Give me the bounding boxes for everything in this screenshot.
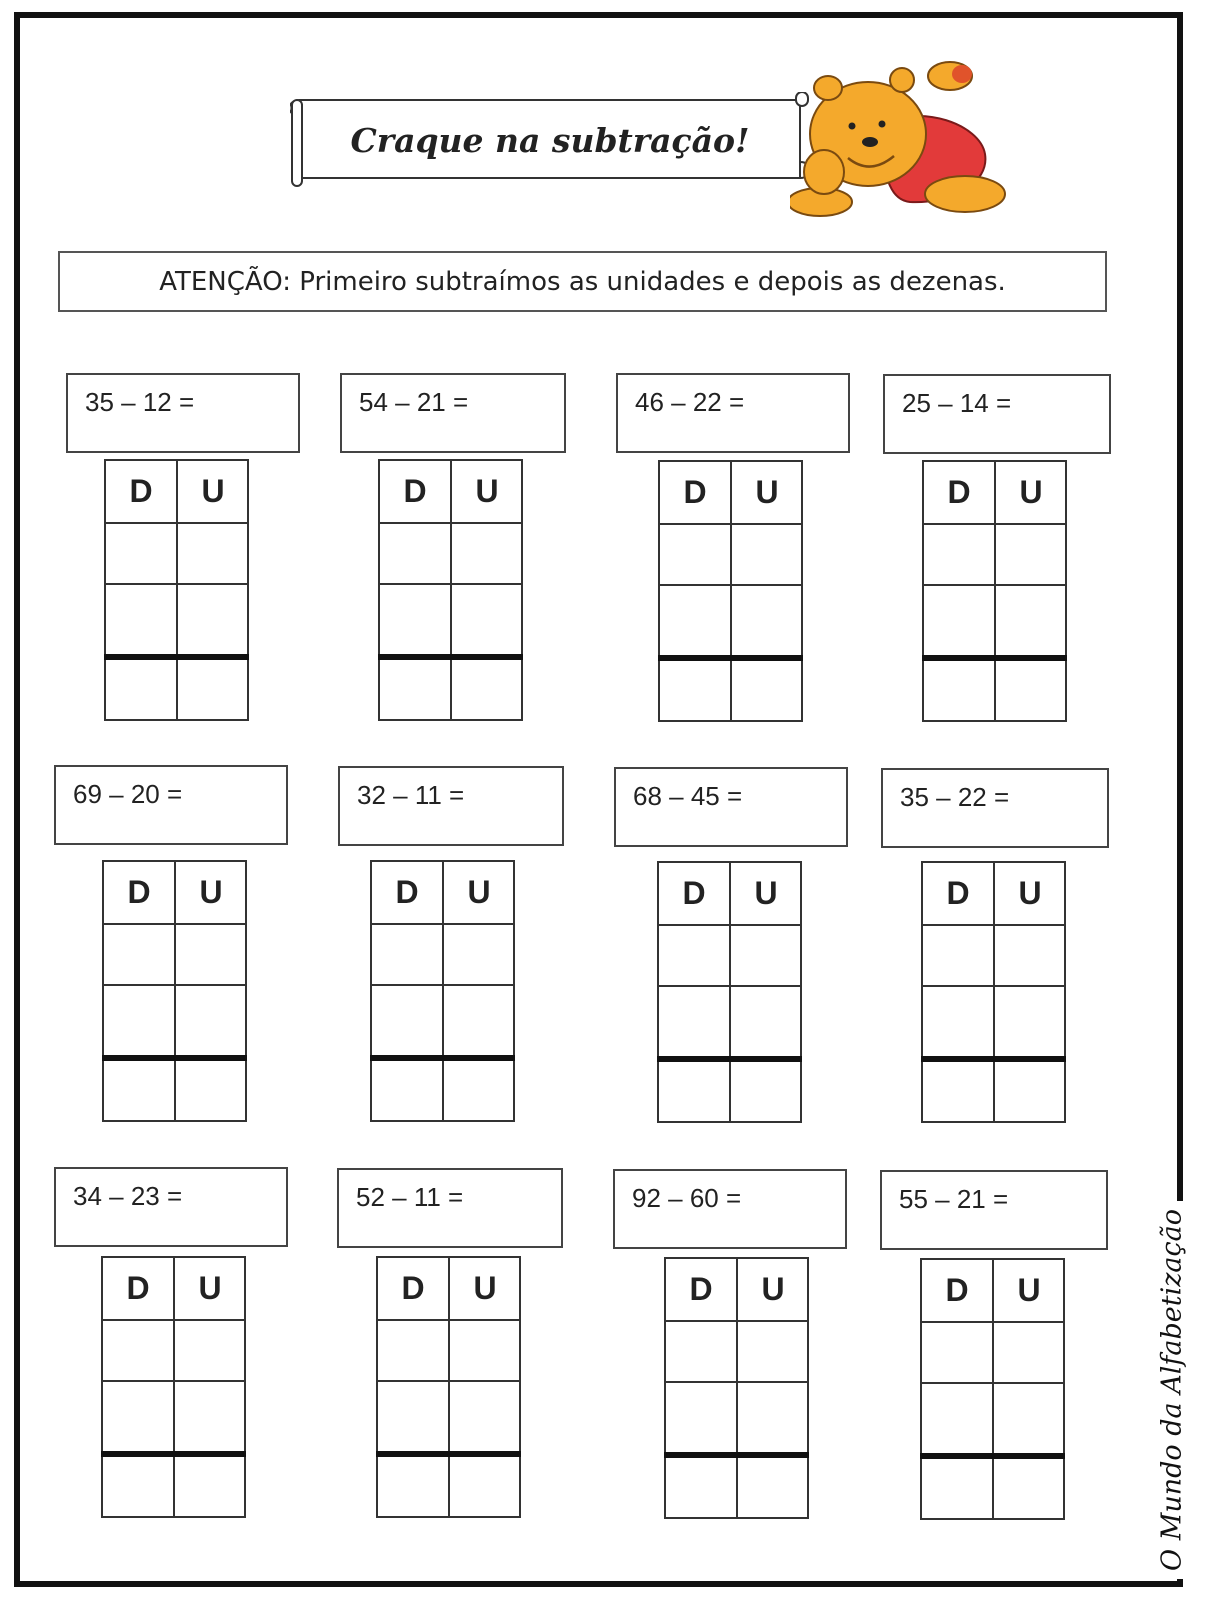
bear-icon	[790, 54, 1020, 222]
tens-header: D	[403, 473, 427, 509]
attention-note: ATENÇÃO: Primeiro subtraímos as unidades e depois as dezenas.	[58, 251, 1107, 312]
units-header: U	[199, 874, 223, 910]
tens-header: D	[947, 474, 971, 510]
tens-header: D	[129, 473, 153, 509]
exercise-text: 46 – 22 =	[635, 387, 745, 417]
exercise-box	[883, 374, 1111, 454]
bear-illustration	[790, 54, 1020, 222]
tens-header: D	[127, 874, 151, 910]
exercise-box	[613, 1169, 847, 1249]
tens-header: D	[401, 1270, 425, 1306]
place-value-grid	[920, 1258, 1065, 1520]
place-value-grid	[922, 460, 1067, 722]
place-value-grid	[370, 860, 515, 1122]
exercise-text: 34 – 23 =	[73, 1181, 183, 1211]
exercise-text: 92 – 60 =	[632, 1183, 742, 1213]
tens-header: D	[683, 474, 707, 510]
tens-header: D	[126, 1270, 150, 1306]
page-title: Craque na subtração!	[350, 120, 750, 160]
title-banner	[290, 92, 830, 188]
exercise-box	[54, 1167, 288, 1247]
exercise-box	[338, 766, 564, 846]
place-value-grid	[376, 1256, 521, 1518]
place-value-grid	[658, 460, 803, 722]
units-header: U	[473, 1270, 497, 1306]
units-header: U	[1019, 474, 1043, 510]
exercise-text: 69 – 20 =	[73, 779, 183, 809]
units-header: U	[1018, 875, 1042, 911]
exercise-text: 68 – 45 =	[633, 781, 743, 811]
units-header: U	[755, 474, 779, 510]
units-header: U	[754, 875, 778, 911]
units-header: U	[761, 1271, 785, 1307]
exercise-box	[881, 768, 1109, 848]
tens-header: D	[945, 1272, 969, 1308]
tens-header: D	[946, 875, 970, 911]
units-header: U	[198, 1270, 222, 1306]
exercise-box	[614, 767, 848, 847]
place-value-grid	[102, 860, 247, 1122]
place-value-grid	[657, 861, 802, 1123]
exercise-text: 35 – 12 =	[85, 387, 195, 417]
exercise-box	[616, 373, 850, 453]
place-value-grid	[104, 459, 249, 721]
units-header: U	[1017, 1272, 1041, 1308]
units-header: U	[201, 473, 225, 509]
exercise-text: 25 – 14 =	[902, 388, 1012, 418]
tens-header: D	[682, 875, 706, 911]
exercise-text: 32 – 11 =	[357, 780, 465, 810]
place-value-grid	[378, 459, 523, 721]
exercise-text: 35 – 22 =	[900, 782, 1010, 812]
exercise-box	[54, 765, 288, 845]
exercise-box	[66, 373, 300, 453]
tens-header: D	[689, 1271, 713, 1307]
site-credit: O Mundo da Alfabetização	[1157, 1201, 1188, 1579]
place-value-grid	[921, 861, 1066, 1123]
exercise-text: 54 – 21 =	[359, 387, 469, 417]
exercise-box	[340, 373, 566, 453]
units-header: U	[475, 473, 499, 509]
place-value-grid	[101, 1256, 246, 1518]
units-header: U	[467, 874, 491, 910]
exercise-text: 55 – 21 =	[899, 1184, 1009, 1214]
exercise-text: 52 – 11 =	[356, 1182, 464, 1212]
exercise-box	[337, 1168, 563, 1248]
place-value-grid	[664, 1257, 809, 1519]
tens-header: D	[395, 874, 419, 910]
exercise-box	[880, 1170, 1108, 1250]
